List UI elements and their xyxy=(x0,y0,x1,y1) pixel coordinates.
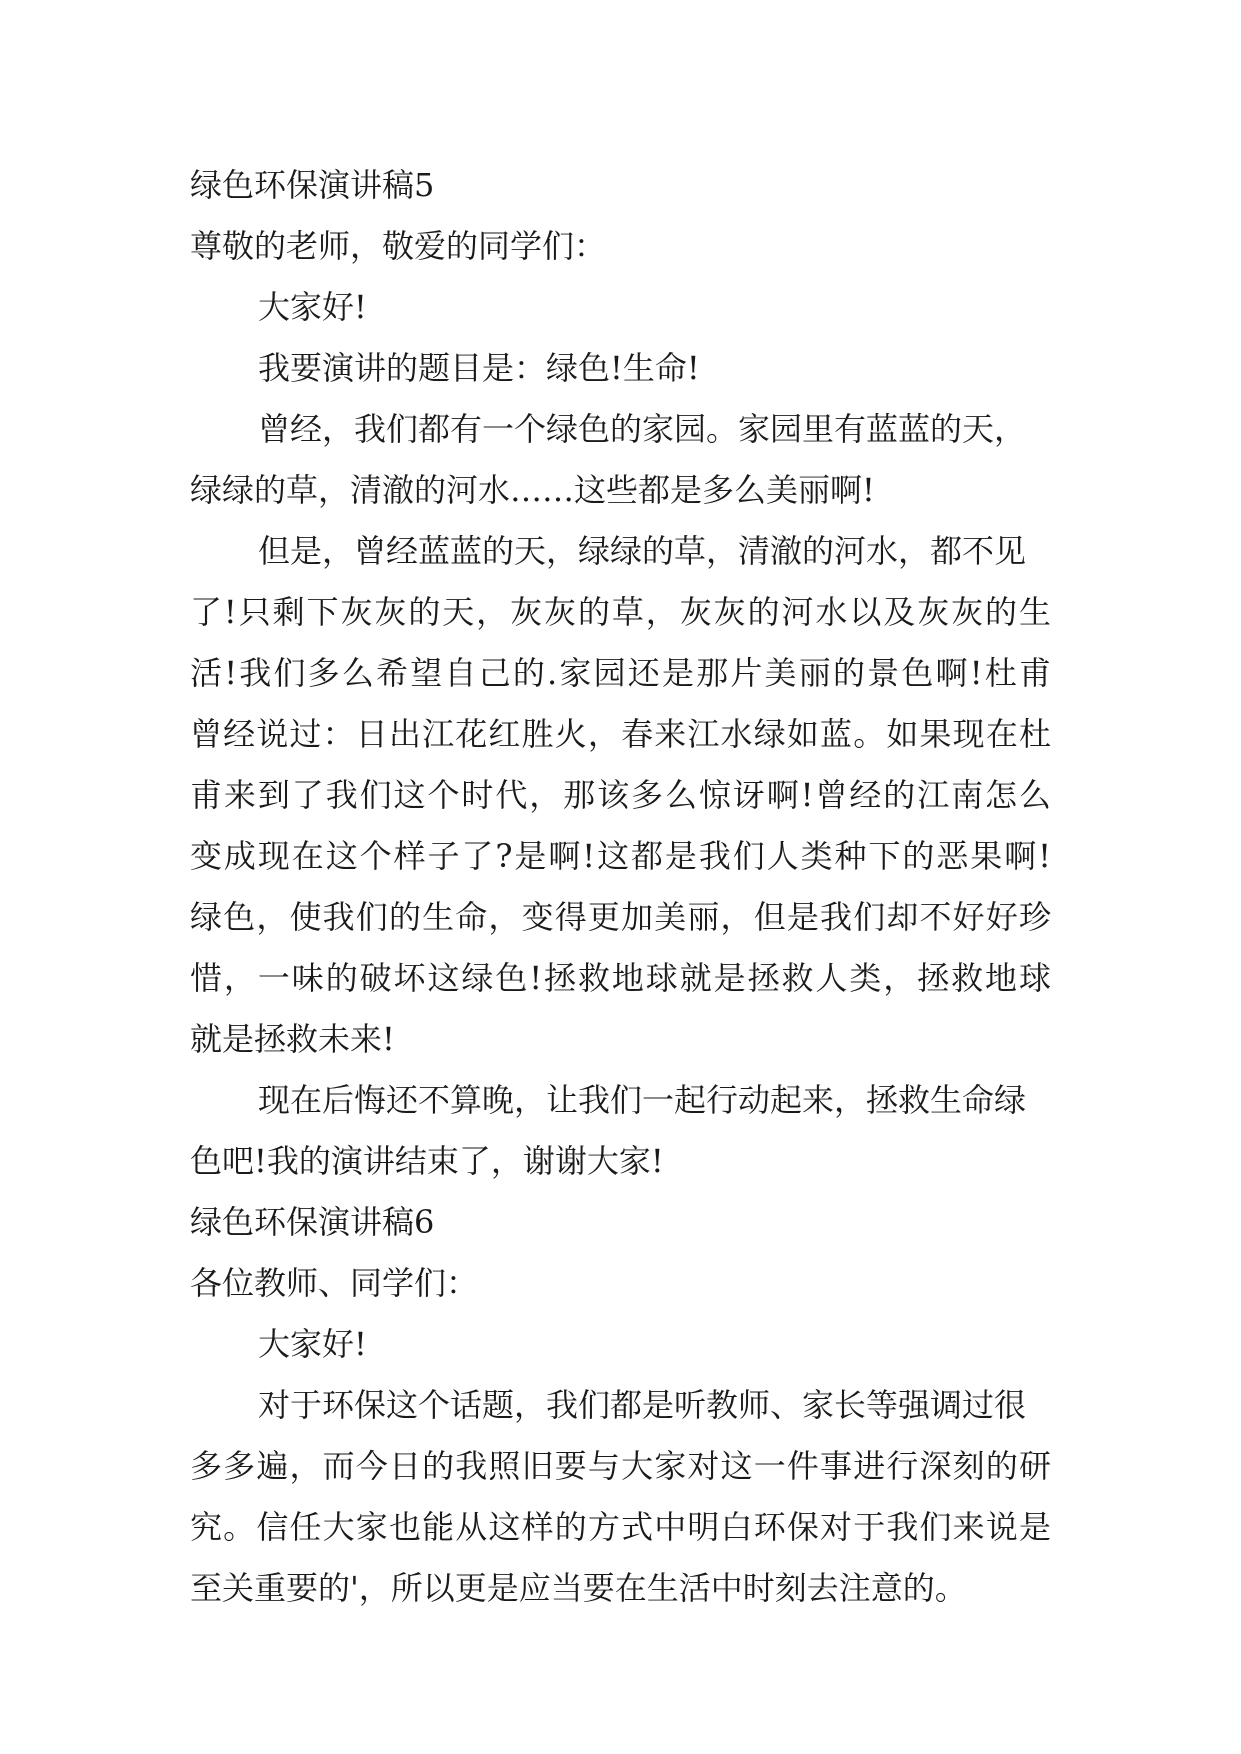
section-6-paragraph-1-line: 至关重要的'，所以更是应当要在生活中时刻去注意的。 xyxy=(190,1569,967,1607)
section-5-paragraph-2-line: 了!只剩下灰灰的天，灰灰的草，灰灰的河水以及灰灰的生 xyxy=(190,593,1052,631)
section-5-topic: 我要演讲的题目是：绿色!生命! xyxy=(258,349,700,387)
section-6-greeting: 大家好! xyxy=(258,1325,367,1363)
section-5-salutation: 尊敬的老师，敬爱的同学们： xyxy=(190,227,607,265)
section-5-paragraph-2-line: 甫来到了我们这个时代，那该多么惊讶啊!曾经的江南怎么 xyxy=(190,776,1052,814)
section-6-paragraph-1-line: 多多遍，而今日的我照旧要与大家对这一件事进行深刻的研 xyxy=(190,1447,1052,1485)
section-5-title: 绿色环保演讲稿5 xyxy=(190,166,435,204)
section-5-paragraph-1-line: 曾经，我们都有一个绿色的家园。家园里有蓝蓝的天， xyxy=(258,410,1027,448)
section-6-title: 绿色环保演讲稿6 xyxy=(190,1203,435,1241)
section-5-paragraph-2-line: 曾经说过：日出江花红胜火，春来江水绿如蓝。如果现在杜 xyxy=(190,715,1052,753)
section-5-paragraph-2-line: 但是，曾经蓝蓝的天，绿绿的草，清澈的河水，都不见 xyxy=(258,532,1027,570)
section-5-paragraph-2-line: 活!我们多么希望自己的.家园还是那片美丽的景色啊!杜甫 xyxy=(190,654,1052,692)
section-5-paragraph-2-line: 绿色，使我们的生命，变得更加美丽，但是我们却不好好珍 xyxy=(190,898,1052,936)
section-5-paragraph-3-line: 色吧!我的演讲结束了，谢谢大家! xyxy=(190,1142,664,1180)
section-6-salutation: 各位教师、同学们： xyxy=(190,1264,479,1302)
section-5-paragraph-2-line: 变成现在这个样子了?是啊!这都是我们人类种下的恶果啊! xyxy=(190,837,1052,875)
section-5-paragraph-2-line: 惜，一味的破坏这绿色!拯救地球就是拯救人类，拯救地球 xyxy=(190,959,1052,997)
section-5-paragraph-2-line: 就是拯救未来! xyxy=(190,1020,395,1058)
section-6-paragraph-1-line: 对于环保这个话题，我们都是听教师、家长等强调过很 xyxy=(258,1386,1027,1424)
section-5-paragraph-3-line: 现在后悔还不算晚，让我们一起行动起来，拯救生命绿 xyxy=(258,1081,1027,1119)
section-5-greeting: 大家好! xyxy=(258,288,367,326)
section-5-paragraph-1-line: 绿绿的草，清澈的河水……这些都是多么美丽啊! xyxy=(190,471,875,509)
section-6-paragraph-1-line: 究。信任大家也能从这样的方式中明白环保对于我们来说是 xyxy=(190,1508,1052,1546)
